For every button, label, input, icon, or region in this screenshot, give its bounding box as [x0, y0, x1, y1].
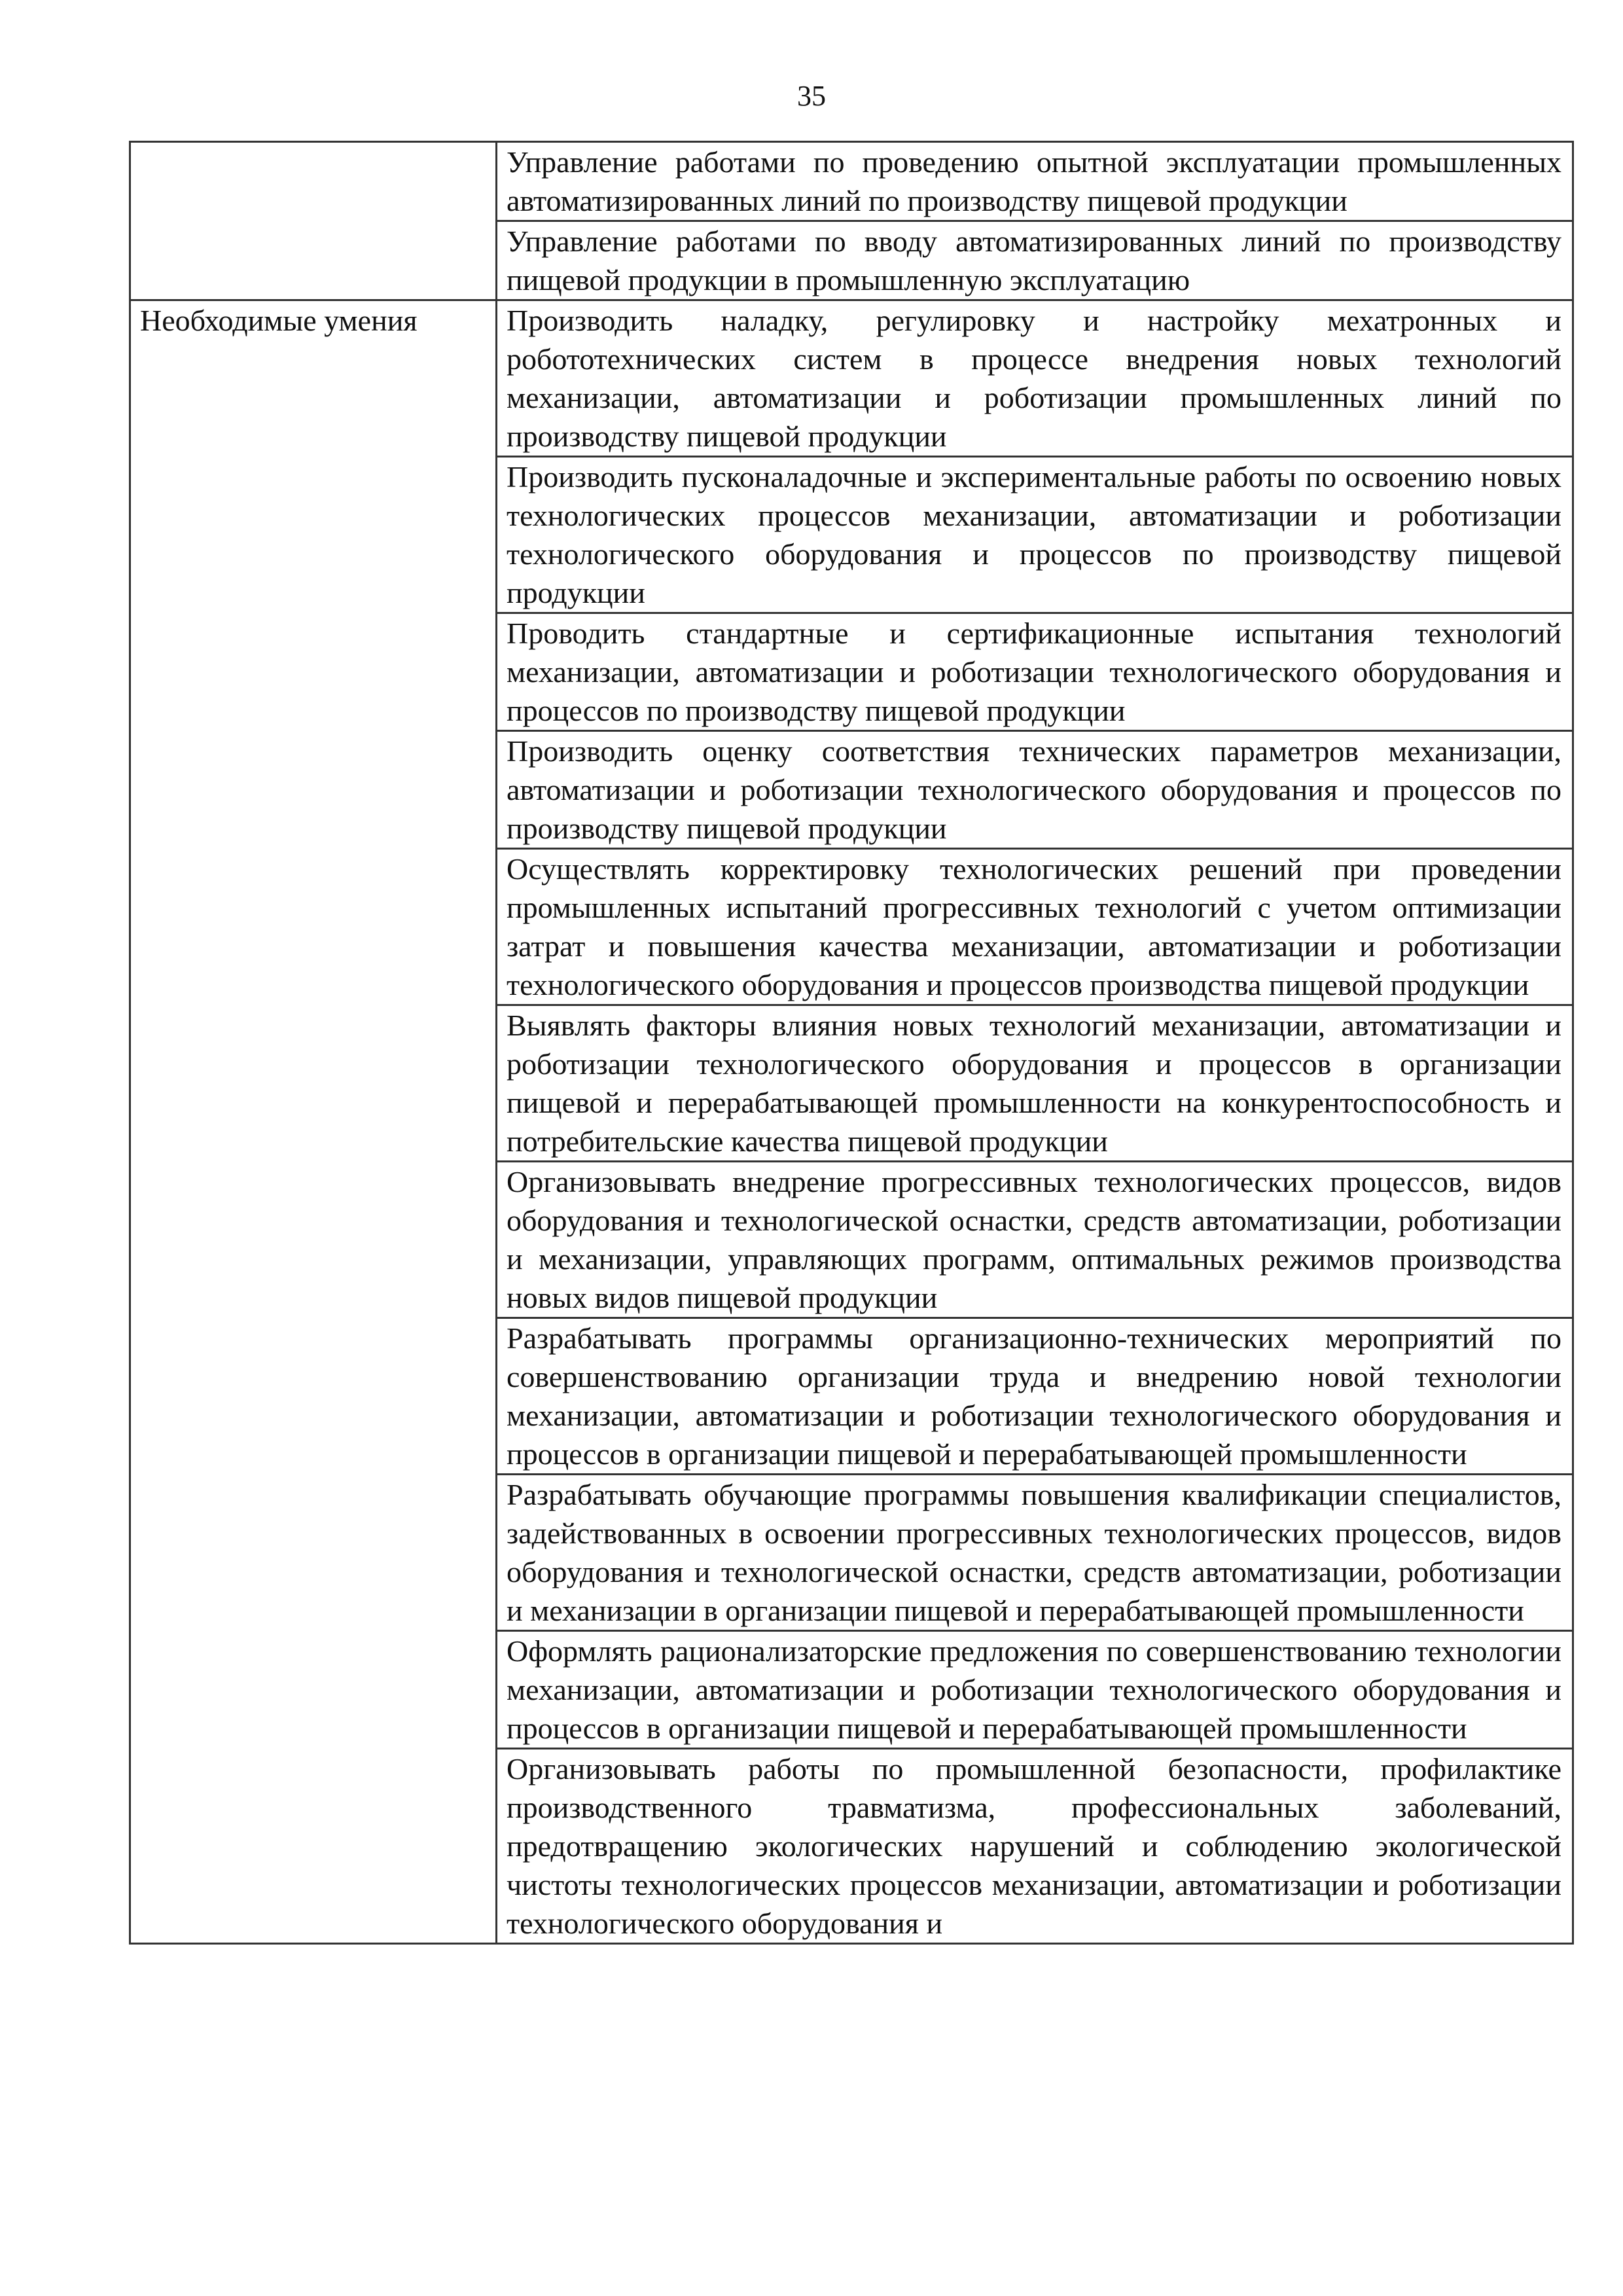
cell-text: Организовывать внедрение прогрессивных технологических процессов, видов оборудования и технологической оснастки, средств автоматизации, роботизации и механизации, управляющих программ, оптимальных режимов производства новых видов пищевой продукции [507, 1165, 1561, 1314]
table-cell [497, 300, 1573, 457]
cell-text: Разрабатывать обучающие программы повышения квалификации специалистов, задействованных в освоении прогрессивных технологических процессов, видов оборудования и технологической оснастки, средств автоматизации, роботизации и механизации в организации пищевой и перерабатывающей промышленности [507, 1478, 1561, 1627]
cell-text: Организовывать работы по промышленной безопасности, профилактике производственного травматизма, профессиональных заболеваний, предотвращению экологических нарушений и соблюдению экологической чистоты технологических процессов механизации, автоматизации и роботизации технологического оборудования и [507, 1752, 1561, 1940]
label-cell-empty [130, 142, 497, 300]
cell-text: Оформлять рационализаторские предложения по совершенствованию технологии механизации, автоматизации и роботизации технологического оборудования и процессов в организации пищевой и перерабатывающей промышленности [507, 1634, 1561, 1745]
requirements-table [129, 141, 1574, 1945]
table-cell [497, 221, 1573, 300]
cell-text: Разрабатывать программы организационно-технических мероприятий по совершенствованию организации труда и внедрению новой технологии механизации, автоматизации и роботизации технологического оборудования и процессов в организации пищевой и перерабатывающей промышленности [507, 1321, 1561, 1471]
cell-text: Производить наладку, регулировку и настройку мехатронных и робототехнических систем в процессе внедрения новых технологий механизации, автоматизации и роботизации промышленных линий по производству пищевой продукции [507, 304, 1561, 453]
section-label-cell [130, 300, 497, 1944]
section-label: Необходимые умения [140, 304, 418, 337]
page-number: 35 [797, 80, 826, 112]
table-cell [497, 1162, 1573, 1318]
table-cell [497, 849, 1573, 1005]
table-row [130, 300, 1573, 457]
table-cell [497, 1318, 1573, 1475]
cell-text: Производить оценку соответствия технических параметров механизации, автоматизации и роботизации технологического оборудования и процессов по производству пищевой продукции [507, 734, 1561, 845]
table-cell [497, 731, 1573, 849]
table-cell [497, 1631, 1573, 1749]
cell-text: Выявлять факторы влияния новых технологий механизации, автоматизации и роботизации технологического оборудования и процессов в организации пищевой и перерабатывающей промышленности на конкурентоспособность и потребительские качества пищевой продукции [507, 1009, 1561, 1158]
table-cell [497, 1005, 1573, 1162]
cell-text: Проводить стандартные и сертификационные испытания технологий механизации, автоматизации и роботизации технологического оборудования и процессов по производству пищевой продукции [507, 617, 1561, 727]
table-cell [497, 1749, 1573, 1944]
table-cell [497, 1475, 1573, 1631]
cell-text: Осуществлять корректировку технологических решений при проведении промышленных испытаний прогрессивных технологий с учетом оптимизации затрат и повышения качества механизации, автоматизации и роботизации технологического оборудования и процессов производства пищевой продукции [507, 852, 1561, 1001]
table-cell [497, 613, 1573, 731]
cell-text: Управление работами по проведению опытной эксплуатации промышленных автоматизированных линий по производству пищевой продукции [507, 145, 1561, 217]
cell-text: Производить пусконаладочные и экспериментальные работы по освоению новых технологических процессов механизации, автоматизации и роботизации технологического оборудования и процессов по производству пищевой продукции [507, 460, 1561, 609]
table-cell [497, 457, 1573, 613]
table-cell [497, 142, 1573, 221]
cell-text: Управление работами по вводу автоматизированных линий по производству пищевой продукции в промышленную эксплуатацию [507, 224, 1561, 296]
table-row [130, 142, 1573, 221]
